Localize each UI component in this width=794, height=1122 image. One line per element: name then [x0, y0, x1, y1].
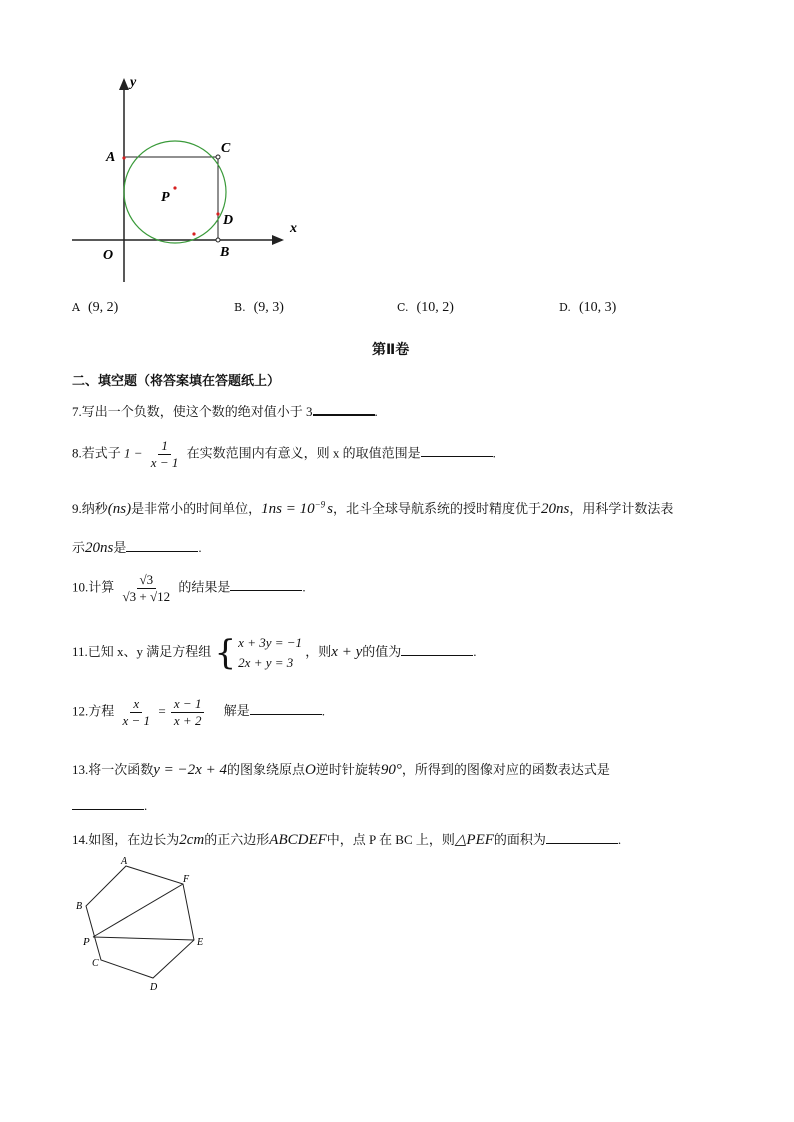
q14-mid: 的正六边形 [204, 832, 270, 847]
q11-brace: { [214, 633, 237, 673]
q13-O: O [304, 762, 316, 778]
q8-answer-blank[interactable] [421, 444, 493, 457]
q11-eq2: 2x + y = 3 [238, 655, 294, 670]
question-13-line1 [72, 759, 610, 779]
q10-post: 的结果是 [178, 579, 231, 595]
point-D [216, 212, 219, 215]
q9-val: 20ns [541, 501, 570, 517]
q9-line2-pre: 示 [72, 540, 86, 555]
q12-num1: x [130, 696, 142, 713]
option-b-value: (9, 3) [253, 300, 284, 315]
q11-period: . [473, 643, 477, 659]
q10-pre: 10.计算 [72, 579, 115, 595]
q10-num: √3 [137, 572, 157, 589]
question-9-line2 [72, 537, 202, 557]
q8-fraction [148, 438, 182, 471]
intersection-point [192, 232, 195, 235]
question-14 [72, 829, 621, 849]
question-11 [72, 633, 477, 673]
hexagon-ABCDEF [86, 866, 194, 978]
label-y: y [130, 75, 137, 90]
question-10 [72, 572, 306, 605]
circle-P [124, 141, 226, 243]
q10-den: √3 + √12 [122, 589, 171, 604]
q10-period: . [302, 579, 306, 595]
hex-label-F: F [183, 874, 190, 885]
hex-label-C: C [92, 958, 99, 969]
q7-text: 7.写出一个负数，使这个数的绝对值小于 3 [72, 404, 313, 419]
q7-answer-blank[interactable] [313, 402, 375, 416]
question-8 [72, 438, 496, 471]
q12-eq: = [158, 703, 166, 719]
q14-answer-blank[interactable] [546, 831, 618, 844]
question-9-line1 [72, 498, 673, 518]
question-7 [72, 401, 378, 420]
q8-one: 1 − [124, 445, 143, 461]
q12-answer-blank[interactable] [250, 702, 322, 715]
q11-mid: ，则 [305, 643, 332, 659]
label-x: x [290, 221, 297, 236]
q8-num: 1 [158, 438, 171, 455]
option-b-label: B. [234, 301, 246, 314]
option-c[interactable] [397, 296, 454, 316]
section2-heading: 二、填空题（将答案填在答题纸上） [72, 374, 281, 389]
q14-hex: ABCDEF [269, 832, 327, 848]
hex-label-B: B [76, 901, 83, 912]
q14-post: 的面积为 [493, 832, 546, 847]
q11-eq1: x + 3y = −1 [238, 635, 303, 650]
option-c-label: C. [397, 301, 409, 314]
q12-pre: 12.方程 [72, 703, 115, 719]
q9-mid1: 是非常小的时间单位， [131, 501, 262, 516]
q13-angle: 90° [380, 762, 402, 778]
q11-answer-blank[interactable] [401, 643, 473, 656]
q8-den: x − 1 [150, 455, 179, 470]
q9-exp: −9 [314, 499, 326, 510]
q9-ns: (ns) [107, 501, 132, 517]
segment-PE [93, 937, 194, 940]
point-C [216, 155, 220, 159]
option-a[interactable] [72, 296, 118, 316]
center-point-P [173, 186, 176, 189]
q9-post: ，用科学计数法表 [569, 501, 674, 516]
q12-den1: x − 1 [122, 713, 151, 728]
point-B [216, 238, 220, 242]
option-b[interactable] [234, 296, 284, 316]
q7-period: . [374, 404, 378, 419]
q9-eq: 1ns = 10 [261, 501, 315, 517]
option-a-label: A [72, 301, 80, 314]
q12-period: . [321, 703, 325, 719]
segment-PF [93, 884, 183, 937]
label-C: C [221, 141, 231, 156]
q12-num2: x − 1 [171, 696, 205, 713]
question-13-line2 [72, 797, 147, 814]
q11-system [215, 633, 303, 673]
hex-label-E: E [197, 937, 204, 948]
label-O: O [103, 248, 114, 263]
q9-eq-s: s [327, 501, 333, 517]
q14-period: . [617, 832, 622, 847]
q13-post: ，所得到的图像对应的函数表达式是 [401, 762, 610, 777]
q11-pre: 11.已知 x、y 满足方程组 [72, 643, 212, 659]
option-d[interactable] [559, 296, 616, 316]
option-d-value: (10, 3) [578, 300, 617, 315]
option-c-value: (10, 2) [416, 300, 454, 315]
q12-fraction-left [120, 696, 154, 729]
q14-mid2: 中，点 P 在 BC 上，则 [326, 832, 455, 847]
q13-mid: 的图象绕原点 [226, 762, 305, 777]
q11-expr: x + y [331, 643, 363, 660]
q13-func: y = −2x + 4 [153, 762, 227, 778]
label-B: B [220, 245, 230, 260]
q13-answer-blank[interactable] [72, 797, 144, 810]
q9-answer-blank[interactable] [126, 539, 198, 552]
q8-pre: 8.若式子 [72, 445, 121, 461]
q9-mid2: ，北斗全球导航系统的授时精度优于 [333, 501, 542, 516]
y-axis-arrow [119, 78, 129, 90]
q10-answer-blank[interactable] [230, 578, 302, 591]
q14-pre: 14.如图，在边长为 [72, 832, 180, 847]
label-P: P [161, 190, 170, 205]
hex-label-D: D [150, 982, 158, 993]
q10-fraction [120, 572, 174, 605]
hex-label-A: A [121, 856, 128, 867]
q12-fraction-right [171, 696, 205, 729]
option-d-label: D. [559, 301, 571, 314]
q9-line2-val: 20ns [85, 540, 114, 556]
tangent-point-A [122, 156, 125, 159]
coordinate-figure [60, 62, 320, 292]
q13-pre: 13.将一次函数 [72, 762, 154, 777]
section-title: 第Ⅱ卷 [372, 342, 410, 358]
q8-post: 在实数范围内有意义，则 x 的取值范围是 [186, 445, 421, 461]
q11-post: 的值为 [362, 643, 402, 659]
q14-len: 2cm [179, 832, 205, 848]
q9-line2-post: 是 [113, 540, 127, 555]
q12-post: 解是 [223, 703, 250, 719]
hexagon-figure [74, 855, 214, 995]
label-D: D [223, 213, 234, 228]
question-12 [72, 696, 325, 729]
option-a-value: (9, 2) [87, 300, 119, 315]
q8-period: . [492, 445, 496, 461]
q9-pre: 9.纳秒 [72, 501, 108, 516]
x-axis-arrow [272, 235, 284, 245]
q13-period: . [144, 798, 148, 813]
hex-label-P: P [83, 936, 90, 948]
q14-tri: △PEF [454, 832, 494, 848]
q13-mid2: 逆时针旋转 [315, 762, 381, 777]
label-A: A [106, 150, 116, 165]
q12-den2: x + 2 [173, 713, 202, 728]
q9-period: . [198, 540, 202, 555]
